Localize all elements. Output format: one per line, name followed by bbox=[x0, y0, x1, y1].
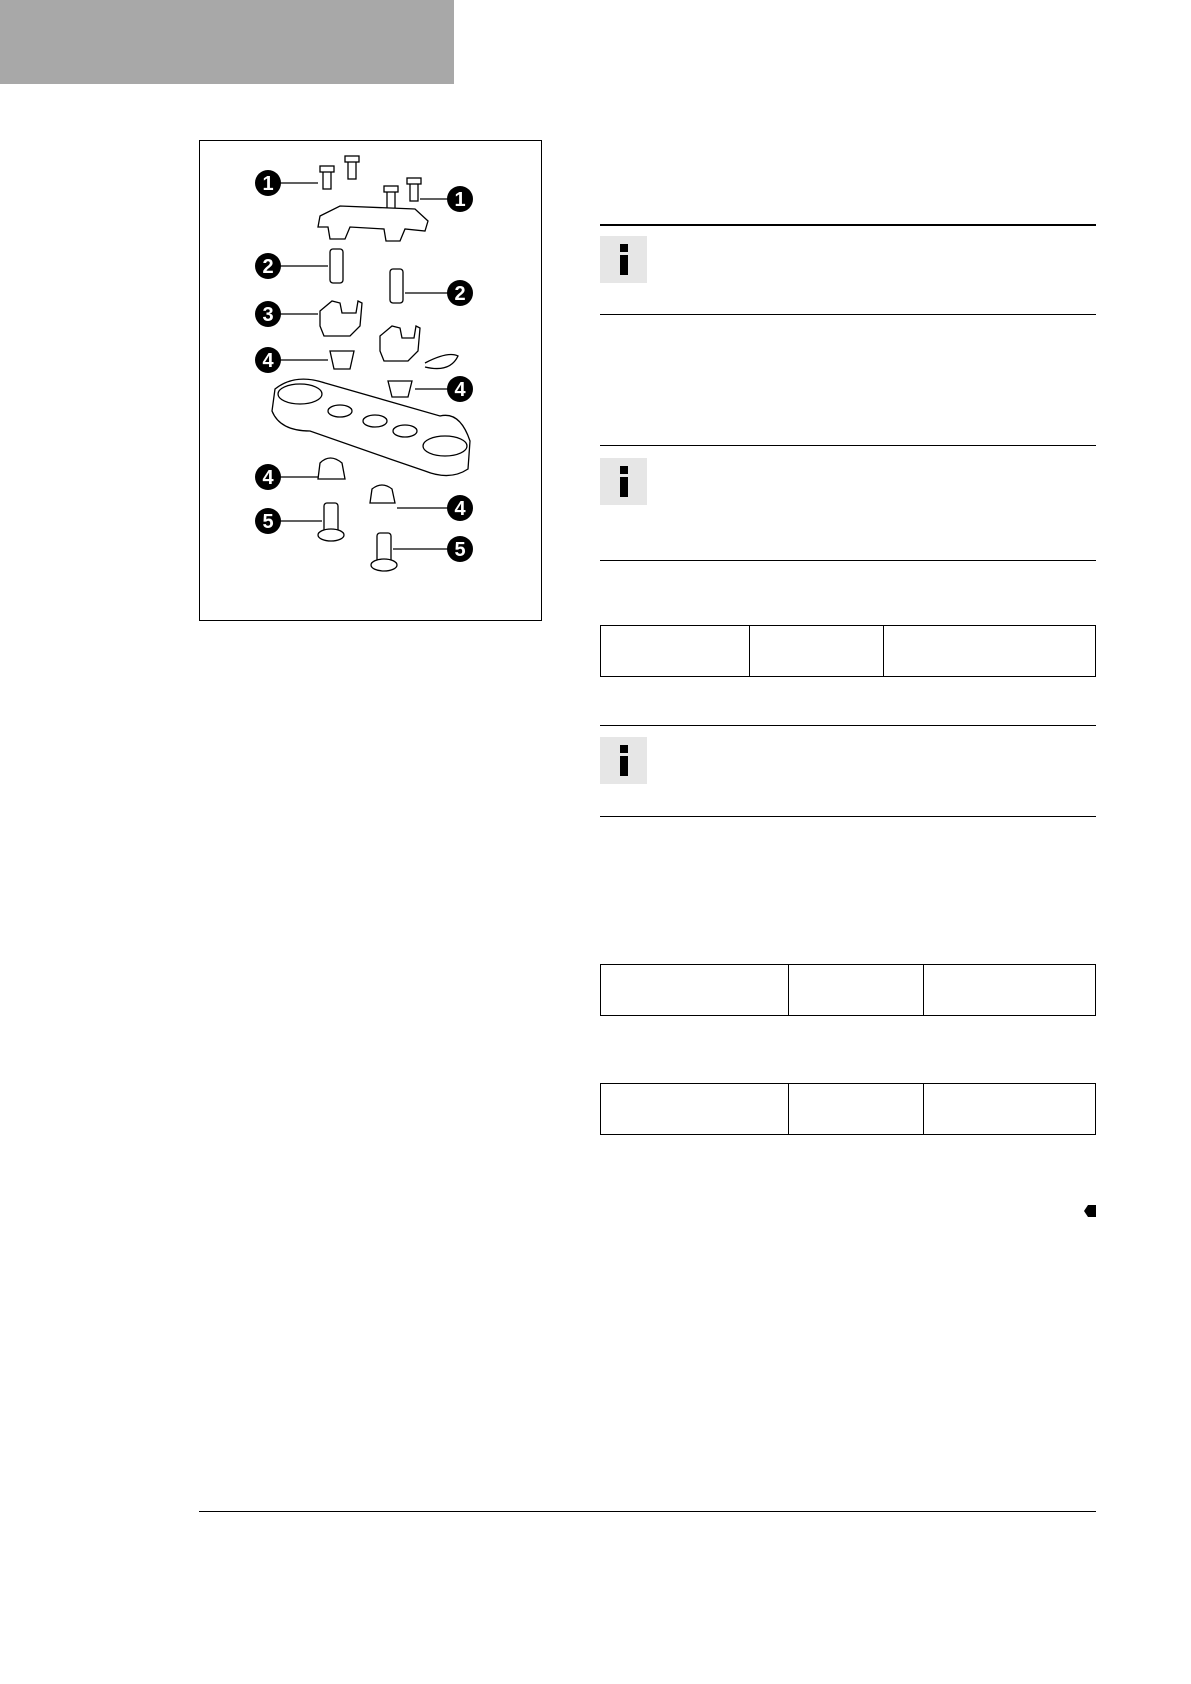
spec-table bbox=[600, 625, 1096, 677]
table-cell bbox=[601, 626, 750, 677]
svg-text:1: 1 bbox=[262, 173, 274, 195]
end-of-section-icon bbox=[1084, 1205, 1096, 1217]
svg-text:4: 4 bbox=[454, 498, 466, 520]
svg-text:3: 3 bbox=[262, 304, 274, 326]
svg-text:2: 2 bbox=[262, 256, 274, 278]
table-cell bbox=[601, 965, 789, 1016]
svg-text:4: 4 bbox=[262, 350, 274, 372]
svg-text:2: 2 bbox=[454, 283, 466, 305]
table-cell bbox=[884, 626, 1096, 677]
table-cell bbox=[750, 626, 884, 677]
table-row bbox=[601, 626, 1096, 677]
svg-text:4: 4 bbox=[454, 379, 466, 401]
note-bottom-rule bbox=[600, 816, 1096, 817]
table-cell bbox=[789, 1084, 924, 1135]
table-cell bbox=[924, 1084, 1096, 1135]
note-top-rule bbox=[600, 725, 1096, 726]
footer-rule bbox=[199, 1511, 1096, 1512]
info-icon bbox=[600, 236, 647, 283]
svg-text:5: 5 bbox=[454, 539, 466, 561]
table-cell bbox=[601, 1084, 789, 1135]
spec-table bbox=[600, 964, 1096, 1016]
triple-clamp-diagram bbox=[200, 141, 540, 619]
info-icon bbox=[600, 737, 647, 784]
exploded-diagram-figure bbox=[199, 140, 542, 621]
table-row bbox=[601, 1084, 1096, 1135]
table-cell bbox=[789, 965, 924, 1016]
note-top-rule bbox=[600, 445, 1096, 446]
bolt-part bbox=[320, 156, 421, 209]
svg-text:1: 1 bbox=[454, 189, 466, 211]
svg-text:5: 5 bbox=[262, 511, 274, 533]
spec-table bbox=[600, 1083, 1096, 1135]
table-row bbox=[601, 965, 1096, 1016]
header-band bbox=[0, 0, 454, 84]
note-bottom-rule bbox=[600, 314, 1096, 315]
info-icon bbox=[600, 458, 647, 505]
note-top-rule bbox=[600, 224, 1096, 226]
svg-text:4: 4 bbox=[262, 467, 274, 489]
table-cell bbox=[924, 965, 1096, 1016]
note-bottom-rule bbox=[600, 560, 1096, 561]
